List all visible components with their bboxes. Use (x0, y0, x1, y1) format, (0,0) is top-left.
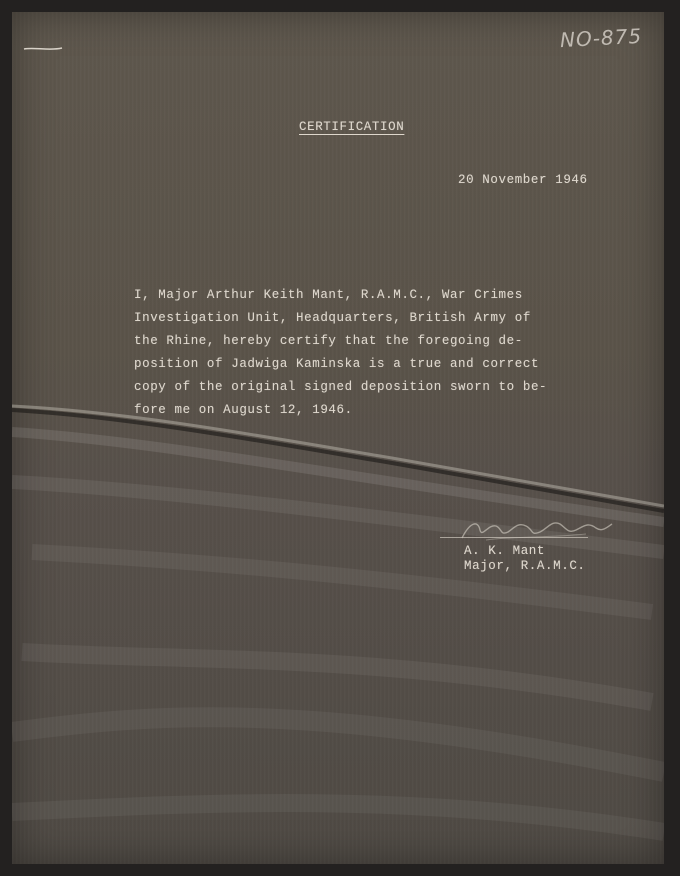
staple-mark-icon (22, 46, 64, 52)
handwritten-signature (456, 512, 616, 546)
document-sheet (12, 12, 664, 864)
signature-line (440, 537, 588, 538)
document-number: NO-875 (559, 23, 643, 53)
certification-text: I, Major Arthur Keith Mant, R.A.M.C., War Crimes Investigation Unit, Headquarters, British Army of the Rhine, hereby certify that the foregoing de- position of Jadwiga Kaminska is a true and correct copy of the original signed deposition sworn to be- fore me on August 12, 1946. (134, 288, 548, 417)
page-title: CERTIFICATION (299, 120, 405, 134)
document-date: 20 November 1946 (458, 173, 588, 187)
paper-fold-crease (12, 12, 664, 864)
signatory-rank: Major, R.A.M.C. (464, 559, 586, 573)
signature-block (464, 544, 586, 574)
signatory-name: A. K. Mant (464, 544, 546, 558)
